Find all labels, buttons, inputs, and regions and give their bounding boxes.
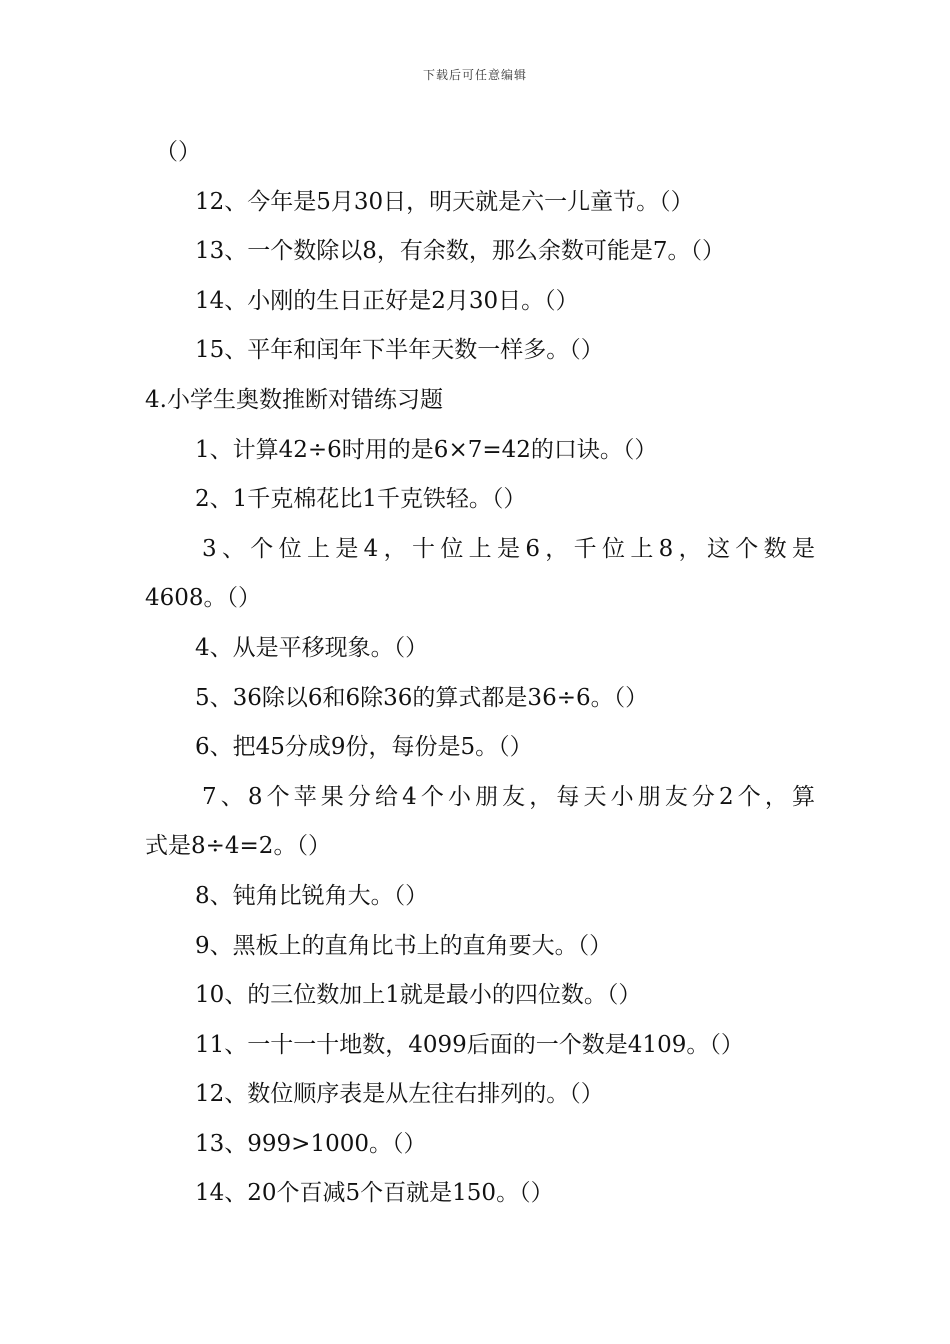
question-13: 13、一个数除以8，有余数，那么余数可能是7。（） [195,238,726,265]
document-body [145,128,815,1219]
question-15: 15、平年和闰年下半年天数一样多。（） [195,337,604,364]
question-4: 4、从是平移现象。（） [195,634,429,661]
question-9: 9、黑板上的直角比书上的直角要大。（） [195,932,613,959]
question-14b: 14、20个百减5个百就是150。（） [195,1180,554,1207]
question-7-part-2: 式是8÷4=2。（） [145,833,331,860]
question-3-part-2: 4608。（） [145,585,262,612]
question-2: 2、1千克棉花比1千克铁轻。（） [195,486,527,513]
question-11: 11、一十一十地数，4099后面的一个数是4109。（） [195,1031,744,1058]
answer-bracket-line: （） [155,139,201,165]
question-12: 12、今年是5月30日，明天就是六一儿童节。（） [195,188,694,215]
question-1: 1、计算42÷6时用的是6×7=42的口诀。（） [195,436,658,463]
question-6: 6、把45分成9份，每份是5。（） [195,734,533,761]
question-8: 8、钝角比锐角大。（） [195,882,429,909]
question-5: 5、36除以6和6除36的算式都是36÷6。（） [195,684,649,711]
question-3-part-1: 3、个位上是4，十位上是6，千位上8，这个数是 [202,535,815,562]
question-10: 10、的三位数加上1就是最小的四位数。（） [195,982,642,1009]
section-heading: 4.小学生奥数推断对错练习题 [145,386,443,413]
page-header: 下载后可任意编辑 [422,68,527,82]
question-12b: 12、数位顺序表是从左往右排列的。（） [195,1081,604,1108]
question-13b: 13、999>1000。（） [195,1130,427,1157]
question-14: 14、小刚的生日正好是2月30日。（） [195,287,579,314]
question-7-part-1: 7、8个苹果分给4个小朋友，每天小朋友分2个，算 [202,783,815,810]
